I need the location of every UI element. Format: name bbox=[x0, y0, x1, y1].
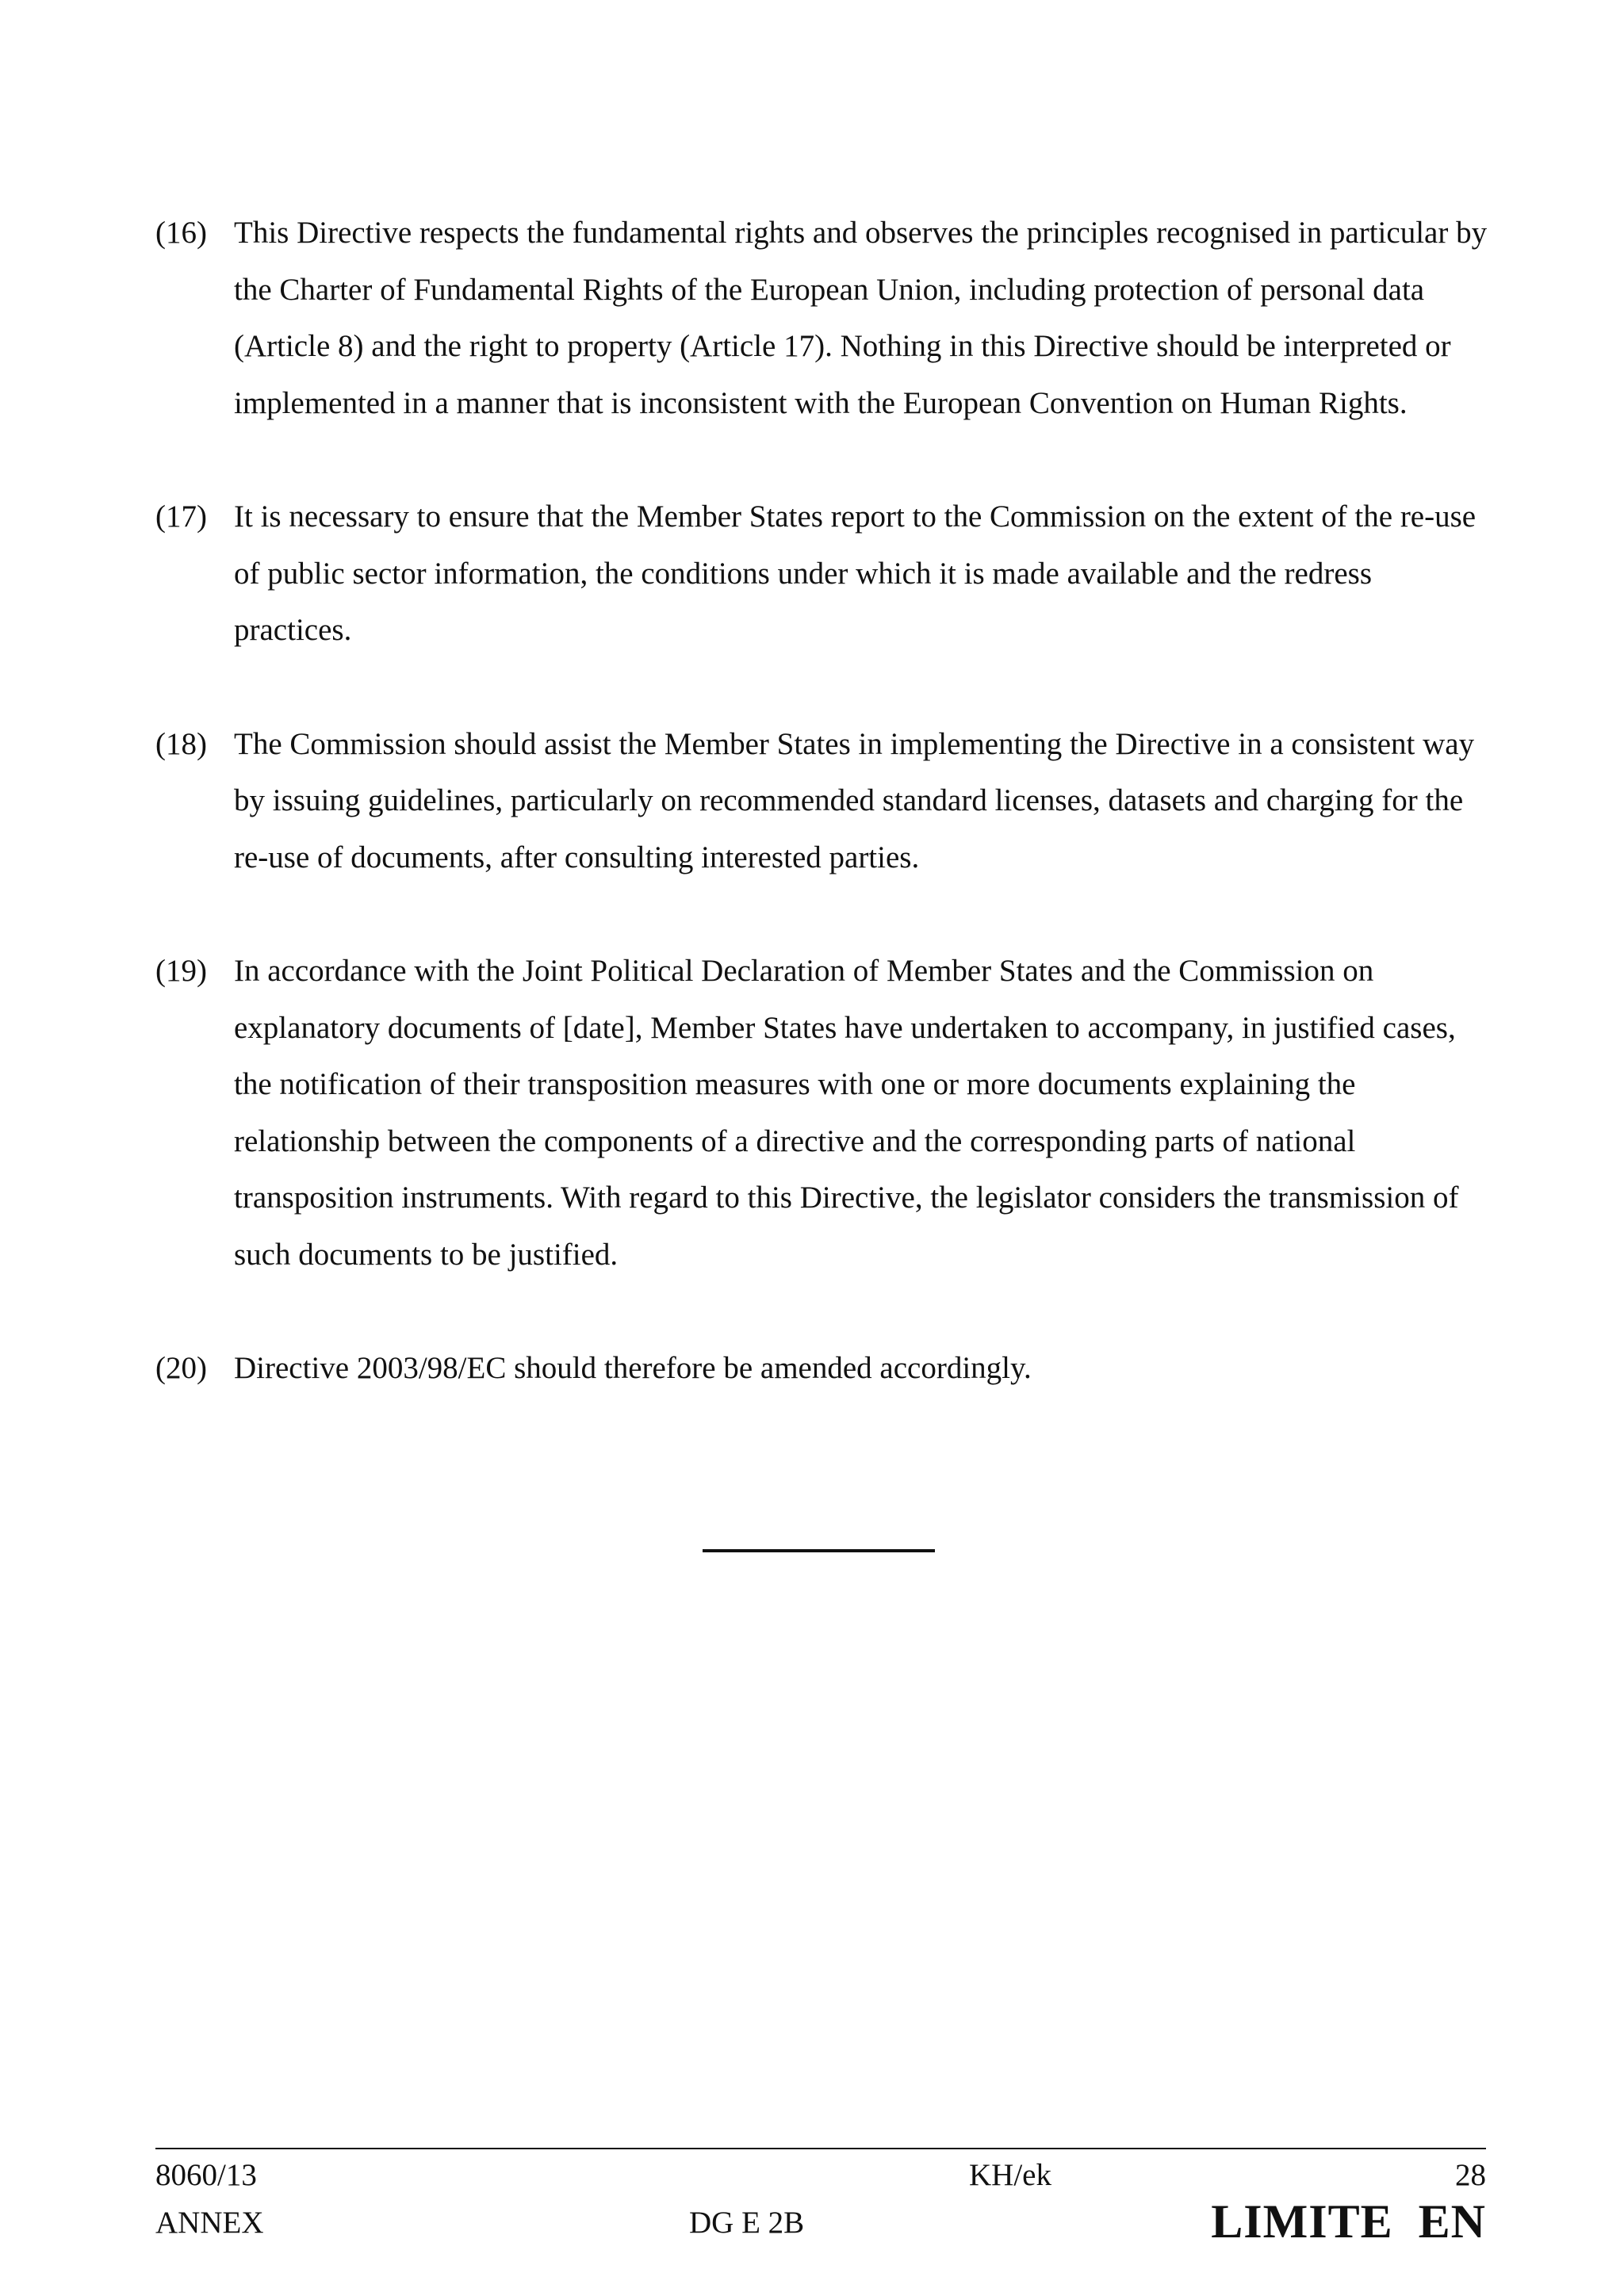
footer-limite-mark: LIMITE EN bbox=[1211, 2195, 1486, 2248]
recital-18 bbox=[155, 716, 1488, 886]
recital-number: (19) bbox=[155, 954, 207, 988]
recitals-list bbox=[155, 205, 1488, 1454]
recital-text: It is necessary to ensure that the Member States report to the Commission on the extent of the re-use of public sector information, the conditions under which it is made available and the redress practices. bbox=[234, 499, 1477, 647]
footer-doc-number: 8060/13 bbox=[155, 2158, 257, 2192]
recital-17 bbox=[155, 488, 1488, 659]
recital-text: In accordance with the Joint Political Declaration of Member States and the Commission on explanatory documents of [date], Member States have undertaken to accompany, in justified cases, the notification of their transposition measures with one or more documents explaining the relationship between the components of a directive and the corresponding parts of national transposition instruments. With regard to this Directive, the legislator considers the transmission of such documents to be justified. bbox=[234, 954, 1459, 1272]
recital-16 bbox=[155, 205, 1488, 431]
recital-19 bbox=[155, 943, 1488, 1283]
recital-number: (18) bbox=[155, 726, 207, 761]
recital-number: (16) bbox=[155, 216, 207, 250]
footer-rule bbox=[155, 2148, 1486, 2149]
footer-annex-label: ANNEX bbox=[155, 2206, 264, 2240]
recital-text: Directive 2003/98/EC should therefore be amended accordingly. bbox=[234, 1351, 1032, 1385]
footer-author-code: KH/ek bbox=[969, 2158, 1051, 2192]
recital-text: This Directive respects the fundamental rights and observes the principles recognised in particular by the Charter of Fundamental Rights of the European Union, including protection of personal data (Article 8) and the right to property (Article 17). Nothing in this Directive should be interpreted or implemented in a manner that is inconsistent with the European Convention on Human Rights. bbox=[234, 216, 1488, 420]
footer-dept-code: DG E 2B bbox=[689, 2206, 805, 2240]
recital-number: (20) bbox=[155, 1351, 207, 1385]
end-separator-line bbox=[703, 1549, 935, 1552]
recital-20 bbox=[155, 1340, 1488, 1397]
footer-page-number: 28 bbox=[1455, 2158, 1486, 2192]
recital-text: The Commission should assist the Member States in implementing the Directive in a consistent way by issuing guidelines, particularly on recommended standard licenses, datasets and charging for the re-use of documents, after consulting interested parties. bbox=[234, 726, 1475, 874]
recital-number: (17) bbox=[155, 499, 207, 534]
